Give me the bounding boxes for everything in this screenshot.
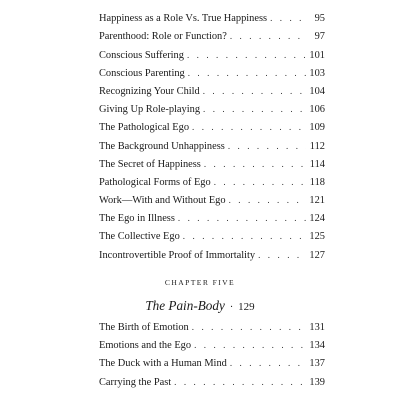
dot-leader <box>192 318 306 336</box>
chapter-label: CHAPTER FIVE <box>164 278 236 287</box>
toc-entry <box>99 318 325 336</box>
toc-entry-title: Happiness as a Role Vs. True Happiness <box>99 13 268 25</box>
dot-leader <box>229 191 306 209</box>
toc-entry-page: 95 <box>314 13 325 25</box>
toc-entry <box>99 137 325 155</box>
dot-leader <box>187 46 306 64</box>
toc-entry <box>99 336 325 354</box>
toc-entry-page: 109 <box>309 122 325 134</box>
chapter-page: 129 <box>238 301 255 313</box>
toc-entry <box>99 27 325 45</box>
toc-entry-title: The Duck with a Human Mind <box>99 358 227 370</box>
chapter-heading <box>0 298 400 314</box>
toc-entry-page: 121 <box>309 195 325 207</box>
toc-entry-title: The Birth of Emotion <box>99 322 189 333</box>
toc-list-bottom <box>99 318 325 391</box>
dot-leader <box>230 354 306 372</box>
toc-entry-page: 127 <box>309 249 325 261</box>
toc-entry <box>99 354 325 372</box>
toc-entry <box>99 209 325 227</box>
toc-entry-title: The Ego in Illness <box>99 213 175 225</box>
toc-list-top <box>99 0 325 264</box>
toc-entry-title: Pathological Forms of Ego <box>99 176 211 188</box>
toc-entry <box>99 373 325 391</box>
toc-entry <box>99 246 325 264</box>
toc-entry-page: 104 <box>309 85 325 97</box>
dot-leader <box>178 209 306 227</box>
chapter-title: The Pain-Body <box>145 298 225 313</box>
toc-entry <box>99 82 325 100</box>
dot-leader <box>203 100 306 118</box>
toc-entry <box>99 9 325 27</box>
toc-entry-title: The Pathological Ego <box>99 122 190 134</box>
toc-entry-page: 118 <box>309 176 325 188</box>
dot-leader <box>183 227 306 245</box>
toc-entry-page: 103 <box>309 67 325 79</box>
toc-entry-title: Carrying the Past <box>99 376 172 388</box>
toc-entry-title: Incontrovertible Proof of Immortality <box>99 249 256 261</box>
dot-leader <box>194 336 306 354</box>
toc-entry-title: The Background Unhappiness <box>99 140 225 152</box>
chapter-separator: · <box>229 302 234 313</box>
toc-entry <box>99 0 325 9</box>
toc-entry-title: The Secret of Happiness <box>99 158 201 170</box>
toc-entry <box>99 155 325 173</box>
toc-entry-page: 112 <box>309 140 325 152</box>
toc-entry-page: 101 <box>309 49 325 61</box>
dot-leader <box>203 82 306 100</box>
toc-entry <box>99 100 325 118</box>
dot-leader <box>192 118 306 136</box>
toc-entry-title: Giving Up Role-playing <box>99 104 201 116</box>
toc-entry-title: Parenthood: Role or Function? <box>99 31 227 43</box>
dot-leader <box>204 155 306 173</box>
dot-leader <box>270 9 306 27</box>
toc-entry-title: Work—With and Without Ego <box>99 195 226 207</box>
toc-entry <box>99 64 325 82</box>
toc-entry-title: Recognizing Your Child <box>99 85 200 97</box>
dot-leader <box>174 373 306 391</box>
toc-entry-page: 139 <box>309 376 325 388</box>
dot-leader <box>258 246 306 264</box>
toc-entry-page: 125 <box>309 231 325 243</box>
dot-leader <box>188 64 306 82</box>
toc-entry-page: 97 <box>314 31 325 43</box>
toc-entry <box>99 227 325 245</box>
toc-entry-title: Conscious Parenting <box>99 67 185 79</box>
toc-entry-page: 106 <box>309 104 325 116</box>
toc-entry <box>99 173 325 191</box>
toc-entry-page: 134 <box>309 340 325 352</box>
toc-entry <box>99 191 325 209</box>
toc-entry <box>99 118 325 136</box>
toc-entry-page: 131 <box>309 322 325 333</box>
toc-entry <box>99 46 325 64</box>
toc-entry-page: 137 <box>309 358 325 370</box>
dot-leader <box>228 137 306 155</box>
toc-entry-title: The Collective Ego <box>99 231 180 243</box>
toc-entry-page: 114 <box>309 158 325 170</box>
dot-leader <box>230 27 306 45</box>
dot-leader <box>214 173 306 191</box>
toc-entry-title: Emotions and the Ego <box>99 340 192 352</box>
toc-entry-page: 124 <box>309 213 325 225</box>
toc-entry-title: Conscious Suffering <box>99 49 184 61</box>
